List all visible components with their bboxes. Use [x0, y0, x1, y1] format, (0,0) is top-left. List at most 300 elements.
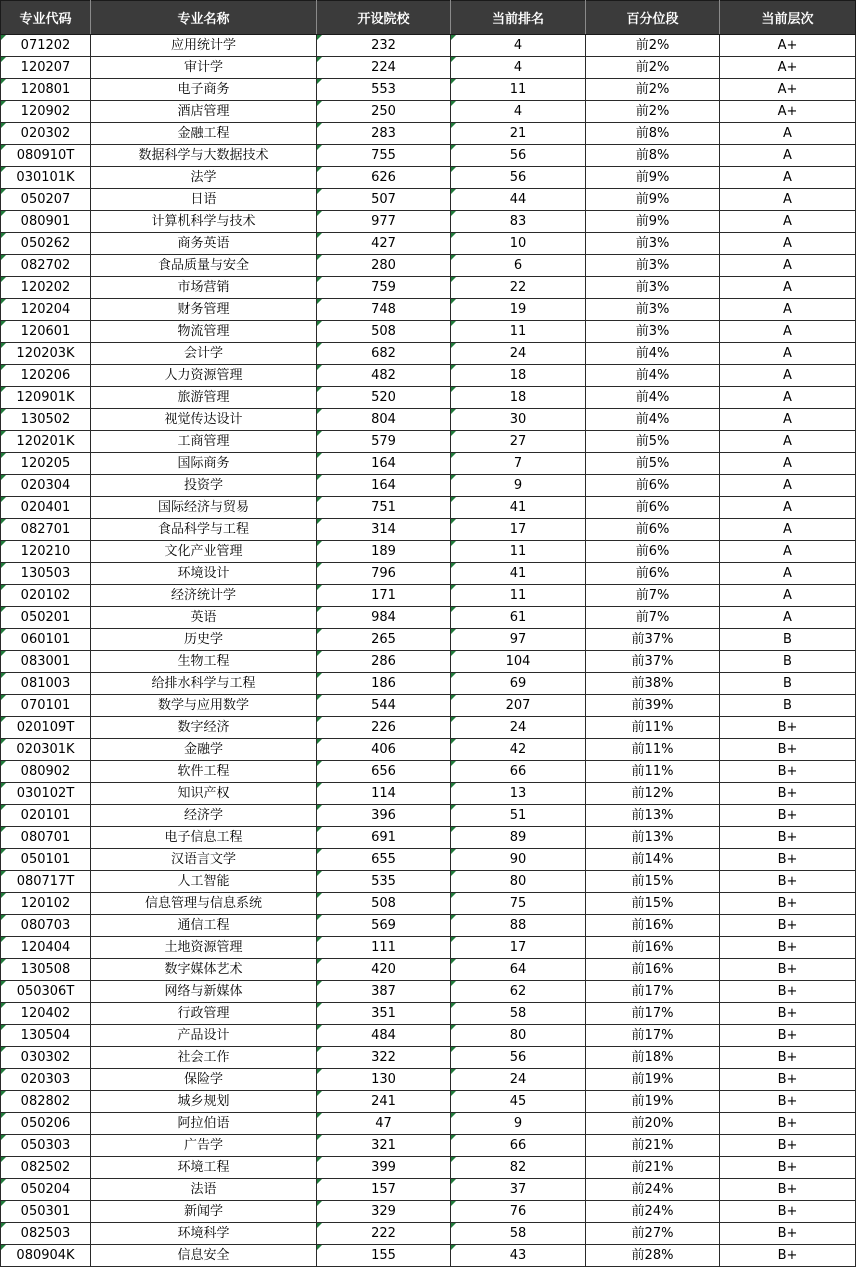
- table-row: [1, 409, 856, 431]
- cell-current-rank: 75: [451, 893, 586, 915]
- cell-major-code: 083001: [1, 651, 91, 673]
- cell-percentile: 前27%: [586, 1223, 720, 1245]
- cell-percentile: 前21%: [586, 1135, 720, 1157]
- cell-school-count: 507: [317, 189, 451, 211]
- cell-major-code: 082503: [1, 1223, 91, 1245]
- cell-percentile: 前6%: [586, 475, 720, 497]
- cell-current-rank: 30: [451, 409, 586, 431]
- cell-major-name: 国际商务: [91, 453, 317, 475]
- cell-major-code: 120601: [1, 321, 91, 343]
- cell-percentile: 前7%: [586, 607, 720, 629]
- cell-current-tier: A: [720, 343, 856, 365]
- cell-current-tier: A+: [720, 101, 856, 123]
- cell-percentile: 前4%: [586, 343, 720, 365]
- cell-school-count: 130: [317, 1069, 451, 1091]
- cell-major-code: 120210: [1, 541, 91, 563]
- cell-major-name: 数学与应用数学: [91, 695, 317, 717]
- cell-current-rank: 66: [451, 1135, 586, 1157]
- cell-school-count: 329: [317, 1201, 451, 1223]
- table-header: [1, 1, 856, 35]
- table-row: [1, 431, 856, 453]
- cell-major-code: 130508: [1, 959, 91, 981]
- cell-major-code: 082802: [1, 1091, 91, 1113]
- cell-major-code: 120901K: [1, 387, 91, 409]
- cell-current-tier: A: [720, 453, 856, 475]
- cell-current-tier: A+: [720, 35, 856, 57]
- table-row: [1, 1069, 856, 1091]
- cell-percentile: 前15%: [586, 871, 720, 893]
- table-row: [1, 827, 856, 849]
- cell-major-code: 120205: [1, 453, 91, 475]
- cell-current-rank: 18: [451, 365, 586, 387]
- cell-major-name: 旅游管理: [91, 387, 317, 409]
- cell-current-rank: 45: [451, 1091, 586, 1113]
- cell-school-count: 164: [317, 453, 451, 475]
- cell-school-count: 47: [317, 1113, 451, 1135]
- cell-major-code: 020303: [1, 1069, 91, 1091]
- cell-major-name: 软件工程: [91, 761, 317, 783]
- cell-percentile: 前18%: [586, 1047, 720, 1069]
- table-row: [1, 1245, 856, 1267]
- cell-current-rank: 17: [451, 937, 586, 959]
- cell-current-tier: B: [720, 673, 856, 695]
- cell-current-rank: 80: [451, 1025, 586, 1047]
- cell-current-rank: 22: [451, 277, 586, 299]
- table-row: [1, 79, 856, 101]
- cell-current-tier: B+: [720, 893, 856, 915]
- cell-major-name: 产品设计: [91, 1025, 317, 1047]
- cell-current-rank: 9: [451, 1113, 586, 1135]
- table-row: [1, 1135, 856, 1157]
- cell-percentile: 前14%: [586, 849, 720, 871]
- cell-percentile: 前37%: [586, 629, 720, 651]
- cell-major-name: 食品科学与工程: [91, 519, 317, 541]
- cell-major-code: 120404: [1, 937, 91, 959]
- cell-school-count: 626: [317, 167, 451, 189]
- cell-major-name: 社会工作: [91, 1047, 317, 1069]
- cell-major-name: 信息管理与信息系统: [91, 893, 317, 915]
- cell-current-tier: B+: [720, 915, 856, 937]
- cell-major-code: 130504: [1, 1025, 91, 1047]
- cell-school-count: 387: [317, 981, 451, 1003]
- table-row: [1, 497, 856, 519]
- cell-current-tier: B+: [720, 1047, 856, 1069]
- cell-school-count: 984: [317, 607, 451, 629]
- cell-major-name: 历史学: [91, 629, 317, 651]
- cell-current-tier: B+: [720, 1069, 856, 1091]
- table-row: [1, 739, 856, 761]
- cell-percentile: 前11%: [586, 761, 720, 783]
- cell-major-name: 法语: [91, 1179, 317, 1201]
- table-row: [1, 1047, 856, 1069]
- cell-major-code: 030102T: [1, 783, 91, 805]
- table-row: [1, 1025, 856, 1047]
- cell-percentile: 前39%: [586, 695, 720, 717]
- cell-major-code: 080703: [1, 915, 91, 937]
- cell-current-tier: A+: [720, 57, 856, 79]
- cell-major-name: 信息安全: [91, 1245, 317, 1267]
- cell-percentile: 前6%: [586, 563, 720, 585]
- cell-major-name: 计算机科学与技术: [91, 211, 317, 233]
- header-row: [1, 1, 856, 35]
- cell-major-code: 080717T: [1, 871, 91, 893]
- cell-major-name: 环境科学: [91, 1223, 317, 1245]
- table-row: [1, 101, 856, 123]
- cell-school-count: 682: [317, 343, 451, 365]
- table-row: [1, 321, 856, 343]
- cell-current-tier: B+: [720, 1003, 856, 1025]
- cell-current-rank: 41: [451, 497, 586, 519]
- cell-current-rank: 24: [451, 717, 586, 739]
- cell-percentile: 前9%: [586, 189, 720, 211]
- table-row: [1, 211, 856, 233]
- cell-percentile: 前38%: [586, 673, 720, 695]
- cell-major-code: 120206: [1, 365, 91, 387]
- cell-school-count: 241: [317, 1091, 451, 1113]
- cell-percentile: 前13%: [586, 805, 720, 827]
- cell-major-code: 050306T: [1, 981, 91, 1003]
- cell-school-count: 535: [317, 871, 451, 893]
- table-row: [1, 607, 856, 629]
- header-current-rank: 当前排名: [451, 1, 586, 35]
- cell-major-code: 020302: [1, 123, 91, 145]
- cell-current-tier: B+: [720, 981, 856, 1003]
- cell-current-rank: 44: [451, 189, 586, 211]
- cell-major-name: 行政管理: [91, 1003, 317, 1025]
- cell-current-rank: 69: [451, 673, 586, 695]
- cell-major-name: 阿拉伯语: [91, 1113, 317, 1135]
- cell-current-tier: A: [720, 255, 856, 277]
- cell-current-rank: 207: [451, 695, 586, 717]
- cell-major-code: 070101: [1, 695, 91, 717]
- cell-major-name: 生物工程: [91, 651, 317, 673]
- table-row: [1, 189, 856, 211]
- cell-school-count: 171: [317, 585, 451, 607]
- cell-major-name: 物流管理: [91, 321, 317, 343]
- table-row: [1, 343, 856, 365]
- table-row: [1, 717, 856, 739]
- cell-percentile: 前17%: [586, 1003, 720, 1025]
- cell-major-code: 080910T: [1, 145, 91, 167]
- cell-current-rank: 88: [451, 915, 586, 937]
- cell-percentile: 前3%: [586, 233, 720, 255]
- table-row: [1, 519, 856, 541]
- cell-percentile: 前9%: [586, 211, 720, 233]
- cell-major-code: 130503: [1, 563, 91, 585]
- cell-percentile: 前2%: [586, 35, 720, 57]
- cell-major-code: 020304: [1, 475, 91, 497]
- cell-current-rank: 21: [451, 123, 586, 145]
- cell-school-count: 265: [317, 629, 451, 651]
- cell-current-rank: 62: [451, 981, 586, 1003]
- cell-current-tier: A: [720, 563, 856, 585]
- table-row: [1, 915, 856, 937]
- cell-current-tier: B+: [720, 783, 856, 805]
- cell-current-tier: A: [720, 409, 856, 431]
- cell-major-name: 通信工程: [91, 915, 317, 937]
- cell-percentile: 前24%: [586, 1201, 720, 1223]
- cell-school-count: 155: [317, 1245, 451, 1267]
- cell-school-count: 232: [317, 35, 451, 57]
- cell-current-tier: B+: [720, 1157, 856, 1179]
- cell-major-code: 120201K: [1, 431, 91, 453]
- cell-major-name: 人工智能: [91, 871, 317, 893]
- table-row: [1, 673, 856, 695]
- cell-school-count: 321: [317, 1135, 451, 1157]
- cell-percentile: 前3%: [586, 277, 720, 299]
- cell-major-name: 保险学: [91, 1069, 317, 1091]
- cell-current-tier: B+: [720, 871, 856, 893]
- cell-percentile: 前3%: [586, 299, 720, 321]
- cell-percentile: 前21%: [586, 1157, 720, 1179]
- cell-percentile: 前19%: [586, 1069, 720, 1091]
- cell-current-rank: 4: [451, 101, 586, 123]
- cell-major-code: 120202: [1, 277, 91, 299]
- cell-percentile: 前3%: [586, 255, 720, 277]
- cell-current-rank: 42: [451, 739, 586, 761]
- table-row: [1, 1113, 856, 1135]
- cell-major-name: 网络与新媒体: [91, 981, 317, 1003]
- cell-current-tier: A: [720, 167, 856, 189]
- table-row: [1, 959, 856, 981]
- cell-school-count: 751: [317, 497, 451, 519]
- cell-school-count: 977: [317, 211, 451, 233]
- cell-current-tier: A: [720, 607, 856, 629]
- cell-current-rank: 9: [451, 475, 586, 497]
- cell-major-name: 日语: [91, 189, 317, 211]
- table-row: [1, 57, 856, 79]
- header-school-count: 开设院校: [317, 1, 451, 35]
- cell-major-code: 082502: [1, 1157, 91, 1179]
- cell-major-name: 酒店管理: [91, 101, 317, 123]
- cell-current-rank: 83: [451, 211, 586, 233]
- cell-current-rank: 41: [451, 563, 586, 585]
- cell-current-tier: B: [720, 651, 856, 673]
- cell-current-tier: B+: [720, 1201, 856, 1223]
- cell-major-code: 081003: [1, 673, 91, 695]
- cell-major-code: 120102: [1, 893, 91, 915]
- table-row: [1, 805, 856, 827]
- cell-major-name: 广告学: [91, 1135, 317, 1157]
- cell-major-code: 080902: [1, 761, 91, 783]
- cell-major-code: 071202: [1, 35, 91, 57]
- cell-percentile: 前4%: [586, 387, 720, 409]
- cell-major-code: 050204: [1, 1179, 91, 1201]
- cell-major-name: 环境设计: [91, 563, 317, 585]
- cell-current-rank: 18: [451, 387, 586, 409]
- cell-major-name: 给排水科学与工程: [91, 673, 317, 695]
- cell-major-name: 法学: [91, 167, 317, 189]
- cell-current-tier: A: [720, 497, 856, 519]
- cell-percentile: 前6%: [586, 497, 720, 519]
- cell-current-tier: A: [720, 145, 856, 167]
- cell-school-count: 406: [317, 739, 451, 761]
- table-row: [1, 629, 856, 651]
- cell-major-code: 050301: [1, 1201, 91, 1223]
- header-current-tier: 当前层次: [720, 1, 856, 35]
- cell-major-code: 080701: [1, 827, 91, 849]
- cell-major-code: 020101: [1, 805, 91, 827]
- cell-school-count: 748: [317, 299, 451, 321]
- cell-major-code: 082702: [1, 255, 91, 277]
- cell-percentile: 前15%: [586, 893, 720, 915]
- cell-school-count: 399: [317, 1157, 451, 1179]
- cell-major-name: 经济学: [91, 805, 317, 827]
- cell-school-count: 691: [317, 827, 451, 849]
- cell-major-name: 汉语言文学: [91, 849, 317, 871]
- cell-major-code: 030101K: [1, 167, 91, 189]
- cell-school-count: 224: [317, 57, 451, 79]
- cell-percentile: 前5%: [586, 431, 720, 453]
- table-row: [1, 1179, 856, 1201]
- cell-major-code: 120204: [1, 299, 91, 321]
- cell-current-tier: B+: [720, 805, 856, 827]
- table-row: [1, 937, 856, 959]
- cell-major-name: 数字媒体艺术: [91, 959, 317, 981]
- header-major-name: 专业名称: [91, 1, 317, 35]
- table-row: [1, 453, 856, 475]
- table-row: [1, 981, 856, 1003]
- cell-school-count: 111: [317, 937, 451, 959]
- cell-major-code: 120902: [1, 101, 91, 123]
- cell-major-name: 审计学: [91, 57, 317, 79]
- cell-current-rank: 90: [451, 849, 586, 871]
- table-row: [1, 475, 856, 497]
- table-row: [1, 1157, 856, 1179]
- cell-school-count: 114: [317, 783, 451, 805]
- cell-current-tier: A: [720, 123, 856, 145]
- cell-current-rank: 27: [451, 431, 586, 453]
- table-row: [1, 849, 856, 871]
- cell-current-rank: 80: [451, 871, 586, 893]
- cell-school-count: 796: [317, 563, 451, 585]
- cell-school-count: 396: [317, 805, 451, 827]
- cell-current-tier: B+: [720, 937, 856, 959]
- cell-current-rank: 11: [451, 585, 586, 607]
- cell-school-count: 482: [317, 365, 451, 387]
- cell-current-rank: 64: [451, 959, 586, 981]
- cell-percentile: 前2%: [586, 79, 720, 101]
- cell-school-count: 280: [317, 255, 451, 277]
- cell-current-rank: 97: [451, 629, 586, 651]
- cell-current-tier: A+: [720, 79, 856, 101]
- cell-current-rank: 13: [451, 783, 586, 805]
- table-row: [1, 35, 856, 57]
- cell-percentile: 前19%: [586, 1091, 720, 1113]
- table-row: [1, 233, 856, 255]
- cell-current-tier: A: [720, 211, 856, 233]
- cell-major-name: 环境工程: [91, 1157, 317, 1179]
- cell-percentile: 前28%: [586, 1245, 720, 1267]
- cell-major-name: 土地资源管理: [91, 937, 317, 959]
- cell-major-code: 030302: [1, 1047, 91, 1069]
- cell-percentile: 前11%: [586, 739, 720, 761]
- cell-school-count: 759: [317, 277, 451, 299]
- cell-current-rank: 4: [451, 35, 586, 57]
- cell-current-tier: B: [720, 695, 856, 717]
- cell-percentile: 前12%: [586, 783, 720, 805]
- cell-percentile: 前17%: [586, 1025, 720, 1047]
- cell-current-tier: A: [720, 189, 856, 211]
- cell-current-rank: 10: [451, 233, 586, 255]
- cell-percentile: 前7%: [586, 585, 720, 607]
- cell-percentile: 前4%: [586, 409, 720, 431]
- cell-major-name: 财务管理: [91, 299, 317, 321]
- cell-current-tier: A: [720, 365, 856, 387]
- cell-major-code: 050201: [1, 607, 91, 629]
- cell-major-name: 金融学: [91, 739, 317, 761]
- cell-current-rank: 7: [451, 453, 586, 475]
- cell-major-name: 市场营销: [91, 277, 317, 299]
- cell-percentile: 前8%: [586, 123, 720, 145]
- cell-major-code: 050206: [1, 1113, 91, 1135]
- cell-current-tier: A: [720, 387, 856, 409]
- table-row: [1, 145, 856, 167]
- cell-major-name: 知识产权: [91, 783, 317, 805]
- table-row: [1, 871, 856, 893]
- cell-major-code: 080904K: [1, 1245, 91, 1267]
- cell-school-count: 186: [317, 673, 451, 695]
- cell-current-rank: 24: [451, 1069, 586, 1091]
- cell-percentile: 前16%: [586, 915, 720, 937]
- cell-current-rank: 11: [451, 321, 586, 343]
- cell-school-count: 420: [317, 959, 451, 981]
- cell-current-rank: 56: [451, 1047, 586, 1069]
- cell-school-count: 286: [317, 651, 451, 673]
- cell-major-name: 视觉传达设计: [91, 409, 317, 431]
- cell-major-code: 120801: [1, 79, 91, 101]
- cell-major-name: 电子商务: [91, 79, 317, 101]
- cell-current-rank: 89: [451, 827, 586, 849]
- cell-current-rank: 17: [451, 519, 586, 541]
- table-row: [1, 1091, 856, 1113]
- cell-current-rank: 56: [451, 145, 586, 167]
- cell-school-count: 250: [317, 101, 451, 123]
- cell-current-tier: A: [720, 519, 856, 541]
- cell-school-count: 804: [317, 409, 451, 431]
- cell-major-name: 城乡规划: [91, 1091, 317, 1113]
- cell-current-rank: 19: [451, 299, 586, 321]
- cell-major-name: 投资学: [91, 475, 317, 497]
- cell-current-rank: 58: [451, 1003, 586, 1025]
- cell-current-tier: B+: [720, 1135, 856, 1157]
- cell-major-name: 会计学: [91, 343, 317, 365]
- cell-percentile: 前16%: [586, 937, 720, 959]
- cell-major-name: 新闻学: [91, 1201, 317, 1223]
- cell-school-count: 164: [317, 475, 451, 497]
- cell-percentile: 前17%: [586, 981, 720, 1003]
- table-row: [1, 1223, 856, 1245]
- cell-percentile: 前4%: [586, 365, 720, 387]
- cell-current-rank: 61: [451, 607, 586, 629]
- cell-major-code: 050207: [1, 189, 91, 211]
- cell-current-rank: 58: [451, 1223, 586, 1245]
- cell-major-name: 英语: [91, 607, 317, 629]
- cell-percentile: 前20%: [586, 1113, 720, 1135]
- header-percentile: 百分位段: [586, 1, 720, 35]
- cell-current-tier: A: [720, 277, 856, 299]
- table-row: [1, 255, 856, 277]
- cell-major-code: 050262: [1, 233, 91, 255]
- cell-current-tier: B: [720, 629, 856, 651]
- cell-percentile: 前37%: [586, 651, 720, 673]
- cell-current-rank: 104: [451, 651, 586, 673]
- table-row: [1, 1003, 856, 1025]
- cell-major-code: 130502: [1, 409, 91, 431]
- cell-school-count: 283: [317, 123, 451, 145]
- cell-major-name: 应用统计学: [91, 35, 317, 57]
- cell-major-name: 食品质量与安全: [91, 255, 317, 277]
